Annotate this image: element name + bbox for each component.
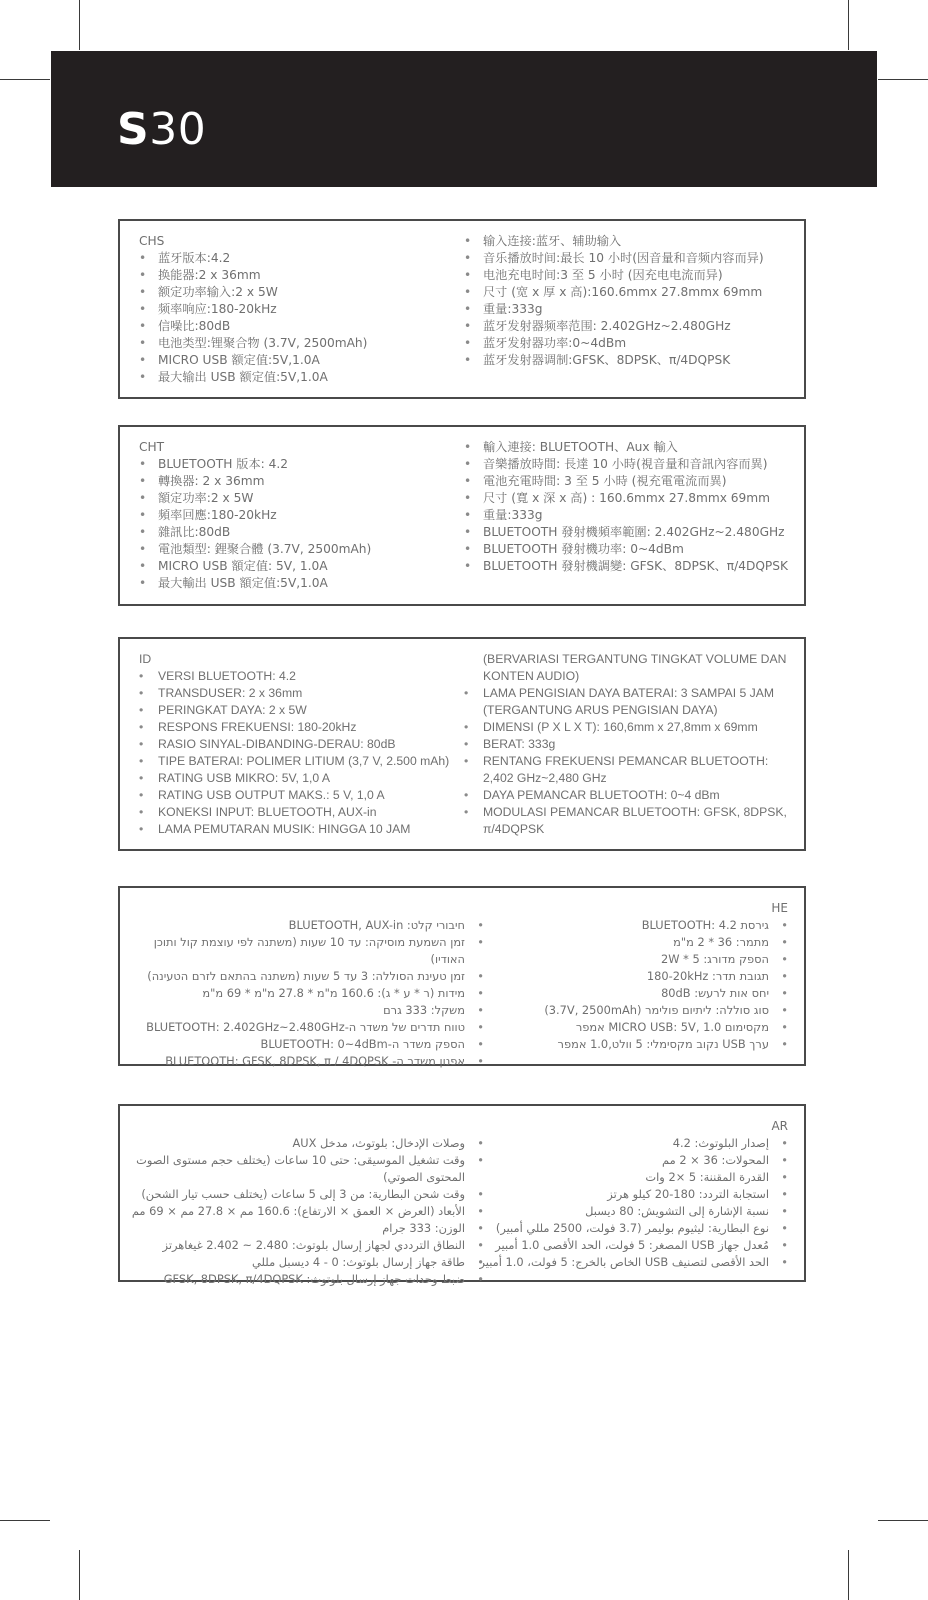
spec-item: • الحد الأقصى لتصنيف USB الخاص بالخرج: 5 فولت، 1.0 أمبير: [468, 1254, 788, 1271]
spec-col-left: [139, 651, 459, 838]
spec-item: • 額定功率:2 x 5W: [139, 490, 449, 507]
spec-item: • استجابة التردد: 180-20 كيلو هرتز: [468, 1186, 788, 1203]
language-tag: CHT: [139, 440, 165, 454]
spec-item: • ערך USB נקוב מקסימלי: 5 וולט,1.0 אמפר: [468, 1036, 788, 1053]
crop-mark: [878, 1520, 928, 1521]
spec-item: • نوع البطارية: ليثيوم بوليمر (3.7 فولت، 2500 مللي أمبير): [468, 1220, 788, 1237]
spec-item: • VERSI BLUETOOTH: 4.2: [139, 668, 459, 685]
product-title: [117, 104, 207, 155]
spec-box-chs: [118, 219, 806, 399]
spec-list: [468, 917, 788, 1053]
spec-item: • BLUETOOTH 發射機功率: 0~4dBm: [464, 541, 800, 558]
spec-item: • وصلات الإدخال: بلوتوث، مدخل AUX: [128, 1135, 484, 1152]
spec-item: • المحولات: 36 × 2 مم: [468, 1152, 788, 1169]
spec-item: • وقت تشغيل الموسيقى: حتى 10 ساعات (يختلف حجم مستوى الصوت المحتوى الصوتي): [128, 1152, 484, 1186]
crop-mark: [0, 1520, 50, 1521]
spec-list: [464, 439, 800, 575]
spec-item: • RENTANG FREKUENSI PEMANCAR BLUETOOTH: 2,402 GHz~2,480 GHz: [464, 753, 794, 787]
language-tag: CHS: [139, 234, 165, 248]
spec-item: • RESPONS FREKUENSI: 180-20kHz: [139, 719, 459, 736]
spec-list: [139, 250, 449, 386]
spec-item: • מידות (ר * ע * ג): 160.6 מ"מ * 27.8 מ"מ * 69 מ"מ: [128, 985, 484, 1002]
spec-item: • RATING USB MIKRO: 5V, 1,0 A: [139, 770, 459, 787]
spec-box-he: [118, 886, 806, 1066]
spec-box-cht: [118, 425, 806, 606]
spec-item: • 尺寸 (宽 x 厚 x 高):160.6mmx 27.8mmx 69mm: [464, 284, 800, 301]
spec-item: • טווח תדרים של משדר ה-BLUETOOTH: 2.402GHz~2.480GHz: [128, 1019, 484, 1036]
crop-mark: [79, 0, 80, 50]
spec-col-left: [139, 233, 449, 386]
spec-item: • הספק משדר ה-BLUETOOTH: 0~4dBm: [128, 1036, 484, 1053]
spec-col-left: [139, 439, 449, 592]
spec-item: • TIPE BATERAI: POLIMER LITIUM (3,7 V, 2.500 mAh): [139, 753, 459, 770]
spec-item: • 电池充电时间:3 至 5 小时 (因充电电流而异): [464, 267, 800, 284]
spec-item: • 最大输出 USB 额定值:5V,1.0A: [139, 369, 449, 386]
spec-box-ar: [118, 1104, 806, 1286]
product-title-light: 30: [149, 104, 207, 155]
spec-list: [468, 1135, 788, 1271]
spec-item: • DAYA PEMANCAR BLUETOOTH: 0~4 dBm: [464, 787, 794, 804]
spec-item: • BLUETOOTH 發射機調變: GFSK、8DPSK、π/4DQPSK: [464, 558, 800, 575]
crop-mark: [848, 0, 849, 50]
spec-list: [139, 668, 459, 838]
language-tag: AR: [771, 1119, 788, 1133]
spec-item: • MICRO USB 額定值: 5V, 1.0A: [139, 558, 449, 575]
crop-mark: [848, 1550, 849, 1600]
spec-list: [139, 456, 449, 592]
spec-item: • 蓝牙版本:4.2: [139, 250, 449, 267]
spec-item: • 輸入連接: BLUETOOTH、Aux 輸入: [464, 439, 800, 456]
spec-item: • 额定功率输入:2 x 5W: [139, 284, 449, 301]
spec-item: • القدرة المقننة: 5 ×2 وات: [468, 1169, 788, 1186]
spec-list: [464, 233, 800, 369]
spec-item: • 信噪比:80dB: [139, 318, 449, 335]
spec-item: • מקסימום MICRO USB: 5V, 1.0 אמפר: [468, 1019, 788, 1036]
spec-item: • KONEKSI INPUT: BLUETOOTH, AUX-in: [139, 804, 459, 821]
spec-item: • ضبط وحدات جهاز إرسال بلوتوث: GFSK, 8DPSK, π/4DQPSK: [128, 1271, 484, 1288]
spec-box-id: [118, 637, 806, 851]
spec-item: • 最大輸出 USB 額定值:5V,1.0A: [139, 575, 449, 592]
spec-item: • תגובת תדר: 180-20kHz: [468, 968, 788, 985]
spec-item: • BLUETOOTH 發射機頻率範圍: 2.402GHz~2.480GHz: [464, 524, 800, 541]
spec-item: • الوزن: 333 جرام: [128, 1220, 484, 1237]
spec-item: • זמן טעינת הסוללה: 3 עד 5 שעות (משתנה בהתאם לזרם הטעינה): [128, 968, 484, 985]
spec-col-left: [128, 1135, 484, 1288]
spec-item: • 重量:333g: [464, 301, 800, 318]
spec-item: • 电池类型:锂聚合物 (3.7V, 2500mAh): [139, 335, 449, 352]
spec-item: • 雜訊比:80dB: [139, 524, 449, 541]
spec-item: • סוג סוללה: ליתיום פולימר (3.7V, 2500mAh): [468, 1002, 788, 1019]
product-title-bold: S: [117, 104, 150, 155]
spec-item: • وقت شحن البطارية: من 3 إلى 5 ساعات (يختلف حسب تيار الشحن): [128, 1186, 484, 1203]
spec-col-left: [128, 917, 484, 1070]
spec-item: • BERAT: 333g: [464, 736, 794, 753]
spec-item: • BLUETOOTH 版本: 4.2: [139, 456, 449, 473]
spec-item: • גירסת BLUETOOTH: 4.2: [468, 917, 788, 934]
spec-item: • 頻率回應:180-20kHz: [139, 507, 449, 524]
spec-item: • יחס אות לרעש: 80dB: [468, 985, 788, 1002]
spec-list: [128, 1135, 484, 1288]
spec-item: • חיבורי קלט: BLUETOOTH, AUX-in: [128, 917, 484, 934]
crop-mark: [878, 79, 928, 80]
spec-item: • MODULASI PEMANCAR BLUETOOTH: GFSK, 8DPSK, π/4DQPSK: [464, 804, 794, 838]
spec-item: • משקל: 333 גרם: [128, 1002, 484, 1019]
spec-item: • RATING USB OUTPUT MAKS.: 5 V, 1,0 A: [139, 787, 459, 804]
spec-item: • 蓝牙发射器频率范围: 2.402GHz~2.480GHz: [464, 318, 800, 335]
spec-col-right: [468, 900, 788, 1053]
spec-item: • TRANSDUSER: 2 x 36mm: [139, 685, 459, 702]
spec-item: • 输入连接:蓝牙、辅助输入: [464, 233, 800, 250]
spec-item: • DIMENSI (P X L X T): 160,6mm x 27,8mm x 69mm: [464, 719, 794, 736]
spec-item: • 蓝牙发射器调制:GFSK、8DPSK、π/4DQPSK: [464, 352, 800, 369]
spec-item: • مُعدل جهاز USB المصغر: 5 فولت، الحد الأقصى 1.0 أمبير: [468, 1237, 788, 1254]
spec-col-right: [468, 1118, 788, 1271]
spec-item: • 轉換器: 2 x 36mm: [139, 473, 449, 490]
spec-item: • إصدار البلوتوث: 4.2: [468, 1135, 788, 1152]
spec-item: • מתמר: 36 * 2 מ"מ: [468, 934, 788, 951]
spec-item: • הספק מדורג: 5 * 2W: [468, 951, 788, 968]
header-banner: [51, 51, 877, 187]
spec-item: • 蓝牙发射器功率:0~4dBm: [464, 335, 800, 352]
crop-mark: [0, 79, 50, 80]
spec-item: • RASIO SINYAL-DIBANDING-DERAU: 80dB: [139, 736, 459, 753]
spec-item: • 尺寸 (寬 x 深 x 高) : 160.6mmx 27.8mmx 69mm: [464, 490, 800, 507]
spec-item: • PERINGKAT DAYA: 2 x 5W: [139, 702, 459, 719]
spec-item: • 重量:333g: [464, 507, 800, 524]
spec-list: [128, 917, 484, 1070]
spec-item: • طاقة جهاز إرسال بلوتوث: 0 - 4 ديسبل مللي: [128, 1254, 484, 1271]
spec-item: • نسبة الإشارة إلى التشويش: 80 ديسبل: [468, 1203, 788, 1220]
spec-item: • זמן השמעת מוסיקה: עד 10 שעות (משתנה לפי עוצמת קול ותוכן האודיו): [128, 934, 484, 968]
spec-item: • 音樂播放時間: 長達 10 小時(視音量和音訊內容而異): [464, 456, 800, 473]
spec-item: • الأبعاد (العرض × العمق × الارتفاع): 160.6 مم × 27.8 مم × 69 مم: [128, 1203, 484, 1220]
spec-list: [464, 651, 794, 838]
spec-item: • 频率响应:180-20kHz: [139, 301, 449, 318]
language-tag: ID: [139, 652, 152, 666]
spec-item-continued: (BERVARIASI TERGANTUNG TINGKAT VOLUME DAN KONTEN AUDIO): [483, 652, 787, 683]
spec-item: • LAMA PEMUTARAN MUSIK: HINGGA 10 JAM: [139, 821, 459, 838]
crop-mark: [79, 1550, 80, 1600]
spec-item: • 電池充電時間: 3 至 5 小時 (視充電電流而異): [464, 473, 800, 490]
spec-col-right: [464, 651, 794, 838]
spec-item: • 换能器:2 x 36mm: [139, 267, 449, 284]
language-tag: HE: [771, 901, 788, 915]
spec-item: • אפנון משדר ה- BLUETOOTH: GFSK, 8DPSK, π / 4DQPSK: [128, 1053, 484, 1070]
spec-item: • 電池類型: 鋰聚合體 (3.7V, 2500mAh): [139, 541, 449, 558]
spec-item: • LAMA PENGISIAN DAYA BATERAI: 3 SAMPAI 5 JAM (TERGANTUNG ARUS PENGISIAN DAYA): [464, 685, 794, 719]
spec-col-right: [464, 439, 800, 575]
spec-item: • النطاق الترددي لجهاز إرسال بلوتوث: 2.480 ~ 2.402 غيغاهرتز: [128, 1237, 484, 1254]
spec-col-right: [464, 233, 800, 369]
spec-item: • MICRO USB 额定值:5V,1.0A: [139, 352, 449, 369]
spec-item: • 音乐播放时间:最长 10 小时(因音量和音频内容而异): [464, 250, 800, 267]
